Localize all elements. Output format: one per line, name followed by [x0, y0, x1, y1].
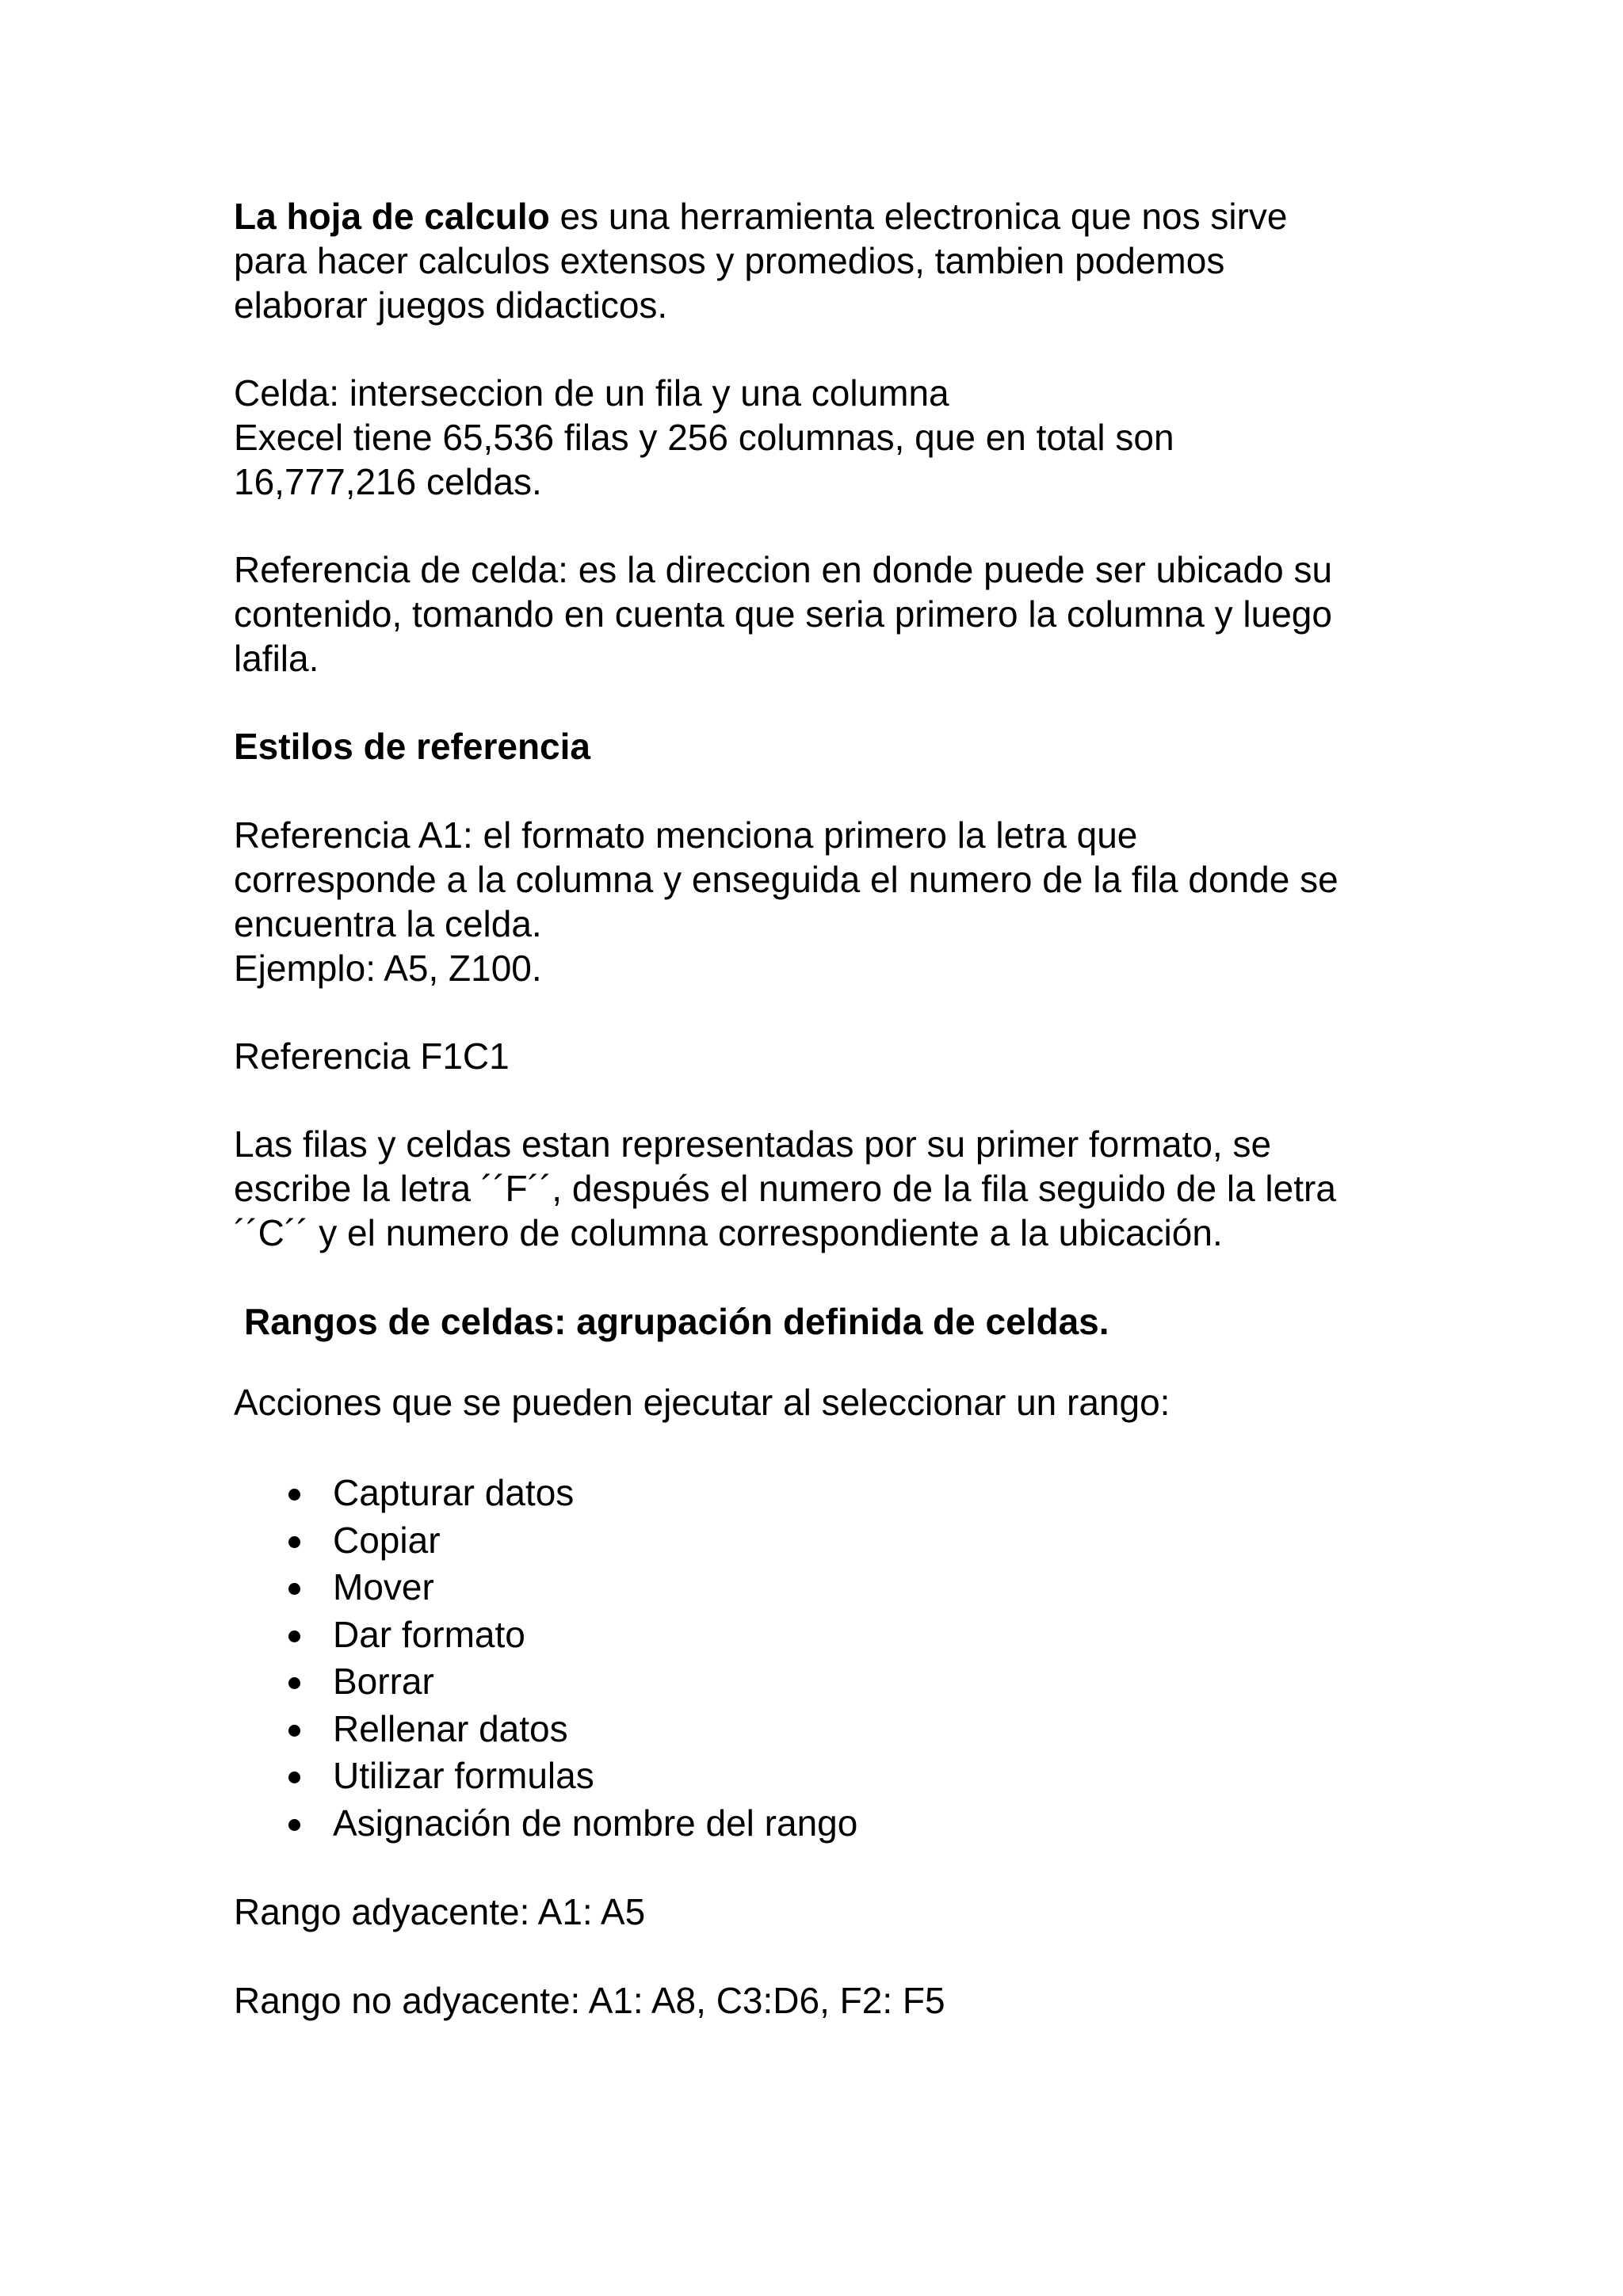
filas-line-1: Las filas y celdas estan representadas por su primer formato, se: [234, 1123, 1272, 1165]
ref-a1-line-2: corresponde a la columna y enseguida el numero de la fila donde se: [234, 859, 1338, 900]
intro-line-1: [234, 194, 1423, 238]
bullet-icon: [288, 1536, 300, 1548]
list-item-label: Borrar: [333, 1661, 434, 1702]
intro-line-1-rest: es una herramienta electronica que nos sirve: [549, 196, 1288, 237]
rango-no-adyacente: Rango no adyacente: A1: A8, C3:D6, F2: F5: [234, 1980, 945, 2021]
list-item-label: Mover: [333, 1566, 434, 1608]
filas-line-3: ´´C´´ y el numero de columna correspondiente a la ubicación.: [234, 1212, 1223, 1253]
list-item: [281, 1564, 857, 1611]
list-item: [281, 1753, 857, 1800]
ref-f1c1: Referencia F1C1: [234, 1035, 510, 1077]
referencia-line-2: contenido, tomando en cuenta que seria primero la columna y luego: [234, 593, 1332, 635]
list-item-label: Dar formato: [333, 1613, 525, 1655]
referencia-line-3: lafila.: [234, 638, 319, 679]
bullet-icon: [288, 1630, 300, 1642]
filas-line-2: escribe la letra ´´F´´, después el numero de la fila seguido de la letra: [234, 1168, 1336, 1209]
rangos-heading: Rangos de celdas: agrupación definida de celdas.: [244, 1301, 1109, 1342]
list-item: [281, 1658, 857, 1706]
list-item: [281, 1517, 857, 1565]
celda-line-1: Celda: interseccion de un fila y una columna: [234, 372, 949, 414]
acciones-intro: Acciones que se pueden ejecutar al seleccionar un rango:: [234, 1382, 1170, 1423]
referencia-line-1: Referencia de celda: es la direccion en donde puede ser ubicado su: [234, 549, 1333, 590]
intro-line-2: para hacer calculos extensos y promedios, tambien podemos: [234, 240, 1225, 281]
list-item-label: Utilizar formulas: [333, 1755, 594, 1796]
list-item-label: Capturar datos: [333, 1472, 575, 1513]
list-item-label: Copiar: [333, 1519, 441, 1561]
bullet-icon: [288, 1677, 300, 1689]
ref-a1-line-3: encuentra la celda.: [234, 903, 542, 944]
celda-line-2: Execel tiene 65,536 filas y 256 columnas, que en total son: [234, 417, 1174, 458]
bullet-icon: [288, 1583, 300, 1595]
list-item: [281, 1800, 857, 1848]
celda-line-3: 16,777,216 celdas.: [234, 461, 542, 502]
estilos-heading: Estilos de referencia: [234, 726, 590, 767]
bullet-icon: [288, 1772, 300, 1783]
ref-a1-line-4: Ejemplo: A5, Z100.: [234, 948, 542, 989]
list-item-label: Rellenar datos: [333, 1707, 568, 1749]
ref-a1-line-1: Referencia A1: el formato menciona primero la letra que: [234, 814, 1138, 856]
rango-adyacente: Rango adyacente: A1: A5: [234, 1891, 646, 1932]
intro-line-3: elaborar juegos didacticos.: [234, 284, 668, 326]
list-item-label: Asignación de nombre del rango: [333, 1802, 858, 1844]
acciones-list: [281, 1470, 857, 1847]
bullet-icon: [288, 1489, 300, 1501]
bullet-icon: [288, 1819, 300, 1831]
bullet-icon: [288, 1725, 300, 1737]
list-item: [281, 1470, 857, 1517]
list-item: [281, 1706, 857, 1753]
intro-term: La hoja de calculo: [234, 196, 550, 237]
list-item: [281, 1611, 857, 1659]
